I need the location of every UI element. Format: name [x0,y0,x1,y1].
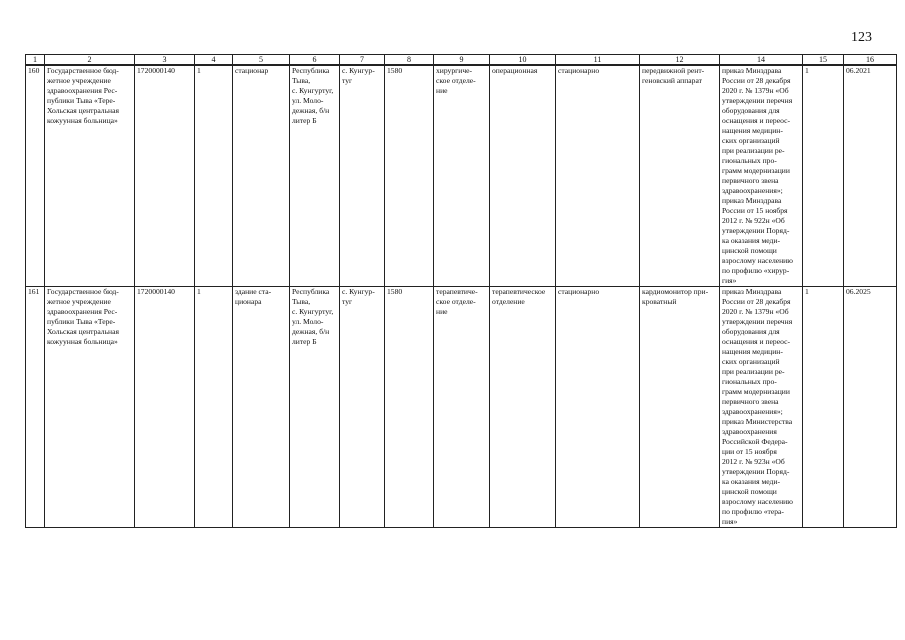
organization-cell: Государственное бюд- жетное учреждение здравоохранения Рес- публики Тыва «Тере- Хольская центральная кожуунная больница» [45,287,135,528]
distance-cell: 1580 [385,287,434,528]
column-header: 6 [290,55,340,66]
column-header: 11 [556,55,640,66]
column-header: 14 [720,55,803,66]
basis-cell: приказ Минздрава России от 28 декабря 2020 г. № 1379н «Об утверждении перечня оборудования для оснащения и переос- нащения медицин- ских организаций при реализации ре- гиональных про- грамм модернизации первичного звена здравоохранения»; приказ Министерства здравоохранения Российской Федера- ции от 15 ноября 2012 г. № 923н «Об утверждении Поряд- ка оказания меди- цинской помощи взрослому населению по профилю «тера- пия» [720,287,803,528]
settlement-cell: с. Кунгур- туг [340,65,385,287]
equipment-cell: кардиомонитор при- кроватный [640,287,720,528]
column-header: 10 [490,55,556,66]
settlement-cell: с. Кунгур- туг [340,287,385,528]
organization-cell: Государственное бюд- жетное учреждение здравоохранения Рес- публики Тыва «Тере- Хольская центральная кожуунная больница» [45,65,135,287]
column-header: 4 [195,55,233,66]
date-cell: 06.2025 [844,287,897,528]
column-header: 1 [26,55,45,66]
care-form-cell: стационарно [556,287,640,528]
column-header: 5 [233,55,290,66]
page-number: 123 [851,30,872,45]
column-header: 2 [45,55,135,66]
column-header: 9 [434,55,490,66]
distance-cell: 1580 [385,65,434,287]
table-row [26,287,897,528]
row-number: 161 [26,287,45,528]
column-header: 8 [385,55,434,66]
header-row [26,55,897,66]
building-cell: стационар [233,65,290,287]
quantity-cell: 1 [195,287,233,528]
register-table [25,54,897,528]
code-cell: 1720000140 [135,287,195,528]
count-cell: 1 [803,287,844,528]
column-header: 15 [803,55,844,66]
column-header: 3 [135,55,195,66]
care-form-cell: стационарно [556,65,640,287]
building-cell: здание ста- ционара [233,287,290,528]
basis-cell: приказ Минздрава России от 28 декабря 2020 г. № 1379н «Об утверждении перечня оборудования для оснащения и переос- нащения медицин- ских организаций при реализации ре- гиональных про- грамм модернизации первичного звена здравоохранения»; приказ Минздрава России от 15 ноября 2012 г. № 922н «Об утверждении Поряд- ка оказания меди- цинской помощи взрослому населению по профилю «хирур- гия» [720,65,803,287]
column-header: 7 [340,55,385,66]
table-row [26,65,897,287]
row-number: 160 [26,65,45,287]
column-header: 16 [844,55,897,66]
department-cell: терапевтиче- ское отделе- ние [434,287,490,528]
unit-cell: операционная [490,65,556,287]
count-cell: 1 [803,65,844,287]
date-cell: 06.2021 [844,65,897,287]
address-cell: Республика Тыва, с. Кунгуртуг, ул. Моло- дежная, б/н литер Б [290,65,340,287]
equipment-cell: передвижной рент- геновский аппарат [640,65,720,287]
column-header: 12 [640,55,720,66]
quantity-cell: 1 [195,65,233,287]
code-cell: 1720000140 [135,65,195,287]
unit-cell: терапевтическое отделение [490,287,556,528]
address-cell: Республика Тыва, с. Кунгуртуг, ул. Моло- дежная, б/н литер Б [290,287,340,528]
department-cell: хирургиче- ское отделе- ние [434,65,490,287]
